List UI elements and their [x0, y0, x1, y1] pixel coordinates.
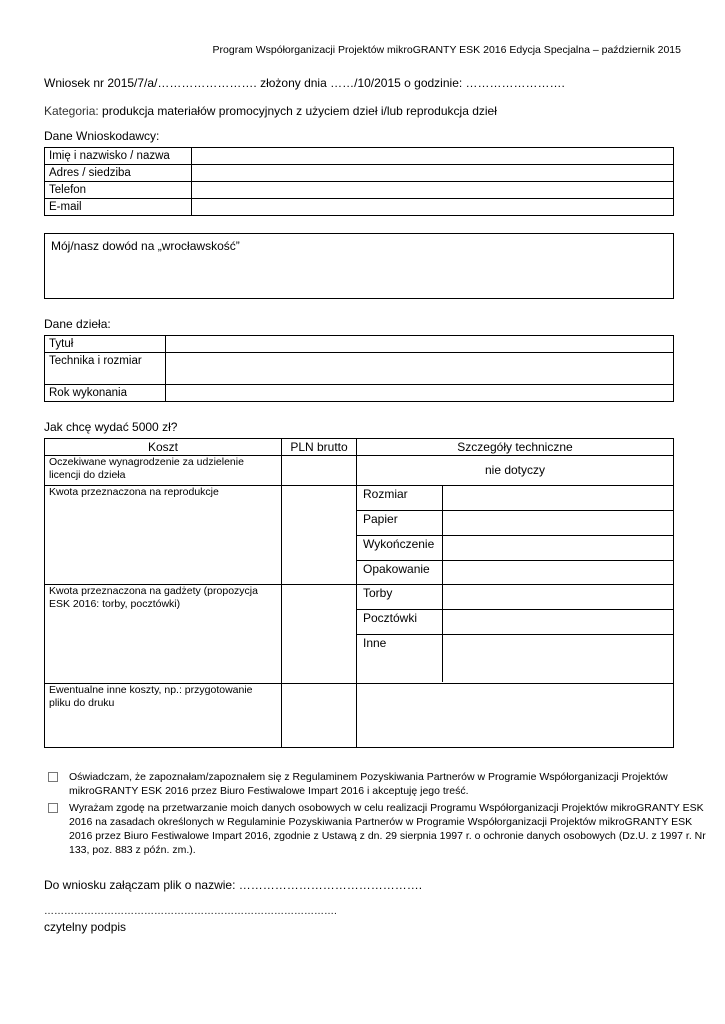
applicant-table	[44, 147, 674, 216]
table-row	[357, 585, 673, 610]
application-number-line: Wniosek nr 2015/7/a/……………………. złożony dnia ……/10/2015 o godzinie: …………………….	[44, 76, 565, 90]
detail-bags-label: Torby	[357, 585, 443, 610]
details-header: Szczegóły techniczne	[357, 439, 674, 456]
table-row	[357, 511, 673, 536]
license-fee-amount[interactable]	[282, 456, 357, 486]
applicant-phone-label: Telefon	[45, 182, 192, 199]
table-row	[45, 684, 674, 748]
budget-section-title: Jak chcę wydać 5000 zł?	[44, 420, 178, 434]
table-row	[45, 199, 674, 216]
table-row	[357, 635, 673, 683]
gadget-details-table	[357, 585, 673, 682]
other-cost-label: Ewentualne inne koszty, np.: przygotowanie pliku do druku	[45, 684, 282, 748]
detail-paper-label: Papier	[357, 511, 443, 536]
reproduction-details-table	[357, 486, 673, 584]
detail-bags-field[interactable]	[443, 585, 674, 610]
detail-other-label: Inne	[357, 635, 443, 683]
work-title-field[interactable]	[166, 336, 674, 353]
applicant-phone-field[interactable]	[192, 182, 674, 199]
document-header: Program Współorganizacji Projektów mikroGRANTY ESK 2016 Edycja Specjalna – październik 2015	[212, 44, 681, 56]
work-year-field[interactable]	[166, 385, 674, 402]
category-line	[44, 104, 497, 118]
reproduction-cost-amount[interactable]	[282, 486, 357, 585]
table-row	[357, 536, 673, 561]
consent-checkbox[interactable]	[48, 803, 58, 813]
table-row	[357, 561, 673, 585]
consent-text: Wyrażam zgodę na przetwarzanie moich danych osobowych w celu realizacji Programu Współorganizacji Projektów mikroGRANTY ESK 2016 na zasadach określonych w Regulaminie Pozyskiwania Partnerów w Programie Współorganizacji Projektów mikroGRANTY ESK 2016 przez Biuro Festiwalowe Impart 2016, zgodnie z Ustawą z dn. 29 sierpnia 1997 r. o ochronie danych osobowych (Dz.U. z 1997 r. Nr 133, poz. 883 z późn. zm.).	[69, 802, 706, 856]
table-row	[45, 456, 674, 486]
gadget-cost-label: Kwota przeznaczona na gadżety (propozycja ESK 2016: torby, pocztówki)	[45, 585, 282, 684]
proof-box[interactable]	[44, 233, 674, 299]
detail-size-label: Rozmiar	[357, 486, 443, 511]
table-row	[45, 336, 674, 353]
table-row	[45, 585, 674, 684]
reproduction-details-cell	[357, 486, 674, 585]
applicant-name-field[interactable]	[192, 148, 674, 165]
signature-label: czytelny podpis	[44, 920, 127, 934]
work-technique-field[interactable]	[166, 353, 674, 385]
table-header-row	[45, 439, 674, 456]
detail-packaging-field[interactable]	[443, 561, 674, 585]
applicant-name-label: Imię i nazwisko / nazwa	[45, 148, 192, 165]
work-technique-label: Technika i rozmiar	[45, 353, 166, 385]
budget-table	[44, 438, 674, 748]
work-section-title: Dane dzieła:	[44, 317, 111, 331]
table-row	[45, 385, 674, 402]
detail-size-field[interactable]	[443, 486, 674, 511]
signature-line: …………………………………………………………………………….	[44, 906, 337, 917]
cost-header: Koszt	[45, 439, 282, 456]
work-title-label: Tytuł	[45, 336, 166, 353]
table-row	[45, 182, 674, 199]
not-applicable-cell: nie dotyczy	[357, 456, 674, 486]
category-label: Kategoria:	[44, 104, 99, 118]
table-row	[45, 148, 674, 165]
proof-label: Mój/nasz dowód na „wrocławskość”	[51, 239, 240, 253]
work-year-label: Rok wykonania	[45, 385, 166, 402]
category-value: produkcja materiałów promocyjnych z użyciem dzieł i/lub reprodukcja dzieł	[102, 104, 497, 118]
applicant-address-field[interactable]	[192, 165, 674, 182]
attachment-line: Do wniosku załączam plik o nazwie: ……………………………………….	[44, 878, 423, 892]
gadget-cost-amount[interactable]	[282, 585, 357, 684]
pln-header: PLN brutto	[282, 439, 357, 456]
table-row	[45, 353, 674, 385]
gadget-details-cell	[357, 585, 674, 684]
detail-finish-field[interactable]	[443, 536, 674, 561]
declaration-text: Oświadczam, że zapoznałam/zapoznałem się z Regulaminem Pozyskiwania Partnerów w Programie Współorganizacji Projektów mikroGRANTY ESK 2016 przez Biuro Festiwalowe Impart 2016 i akceptuję jego treść.	[69, 771, 668, 797]
work-table	[44, 335, 674, 402]
table-row	[45, 486, 674, 585]
applicant-section-title: Dane Wnioskodawcy:	[44, 129, 160, 143]
table-row	[357, 610, 673, 635]
applicant-address-label: Adres / siedziba	[45, 165, 192, 182]
other-cost-amount[interactable]	[282, 684, 357, 748]
detail-paper-field[interactable]	[443, 511, 674, 536]
applicant-email-field[interactable]	[192, 199, 674, 216]
detail-postcards-label: Pocztówki	[357, 610, 443, 635]
table-row	[45, 165, 674, 182]
other-cost-details[interactable]	[357, 684, 674, 748]
declaration-checkbox[interactable]	[48, 772, 58, 782]
license-fee-label: Oczekiwane wynagrodzenie za udzielenie licencji do dzieła	[45, 456, 282, 486]
detail-postcards-field[interactable]	[443, 610, 674, 635]
detail-other-field[interactable]	[443, 635, 674, 683]
applicant-email-label: E-mail	[45, 199, 192, 216]
detail-finish-label: Wykończenie	[357, 536, 443, 561]
reproduction-cost-label: Kwota przeznaczona na reprodukcje	[45, 486, 282, 585]
table-row	[357, 486, 673, 511]
detail-packaging-label: Opakowanie	[357, 561, 443, 585]
